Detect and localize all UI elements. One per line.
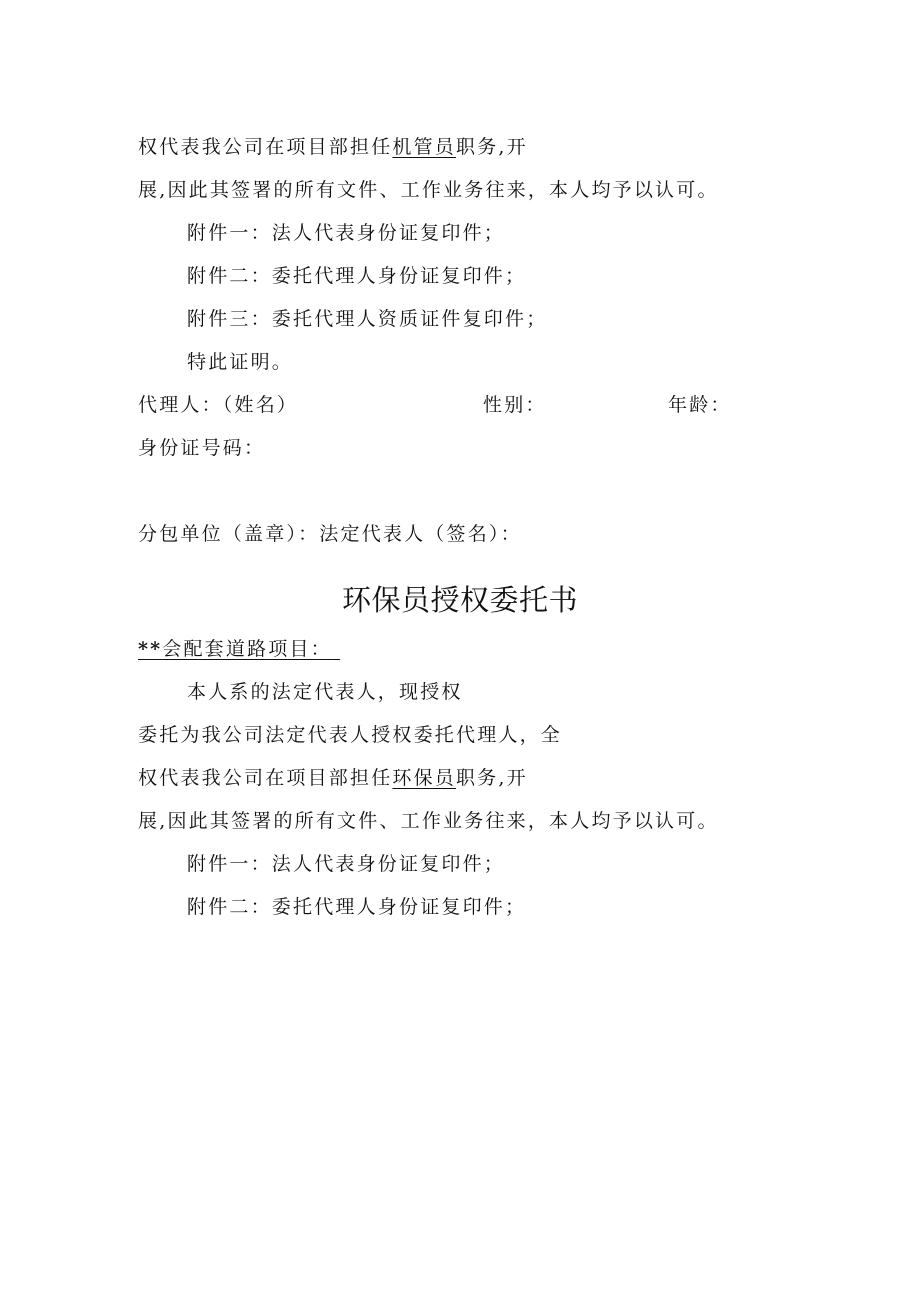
role-name: 机管员	[392, 136, 457, 158]
subcontractor-signature-line: 分包单位（盖章）：法定代表人（签名）：	[138, 523, 522, 545]
project-name-underlined	[138, 638, 340, 660]
agent-name-label: 代理人：（姓名）	[138, 394, 299, 416]
text-segment: 职务,开	[456, 767, 528, 789]
attachment-item: 附件三：委托代理人资质证件复印件；	[187, 308, 548, 330]
text-segment: 权代表我公司在项目部担任	[138, 136, 393, 158]
age-label: 年龄：	[668, 394, 732, 416]
project-name-text: 会配套道路项目：	[162, 638, 332, 660]
hereby-certify: 特此证明。	[187, 351, 294, 373]
id-number-label: 身份证号码：	[138, 437, 266, 459]
attachment-item: 附件二：委托代理人身份证复印件；	[187, 896, 527, 918]
gender-label: 性别：	[483, 394, 547, 416]
role-name: 环保员	[392, 767, 457, 789]
text-segment: 权代表我公司在项目部担任	[138, 767, 393, 789]
project-name	[138, 637, 340, 661]
authorization-line: 展,因此其签署的所有文件、工作业务往来，本人均予以认可。	[138, 810, 719, 832]
document-title: 环保员授权委托书	[341, 583, 578, 617]
authorization-line: 委托为我公司法定代表人授权委托代理人，全	[138, 724, 563, 746]
authorization-line	[138, 766, 528, 790]
project-stars: **	[138, 638, 163, 660]
text-segment: 职务,开	[456, 136, 528, 158]
authorization-line: 本人系的法定代表人，现授权	[187, 681, 463, 703]
authorization-line	[138, 135, 528, 159]
attachment-item: 附件二：委托代理人身份证复印件；	[187, 265, 527, 287]
attachment-item: 附件一：法人代表身份证复印件；	[187, 853, 506, 875]
authorization-line: 展,因此其签署的所有文件、工作业务往来，本人均予以认可。	[138, 179, 719, 201]
attachment-item: 附件一：法人代表身份证复印件；	[187, 222, 506, 244]
